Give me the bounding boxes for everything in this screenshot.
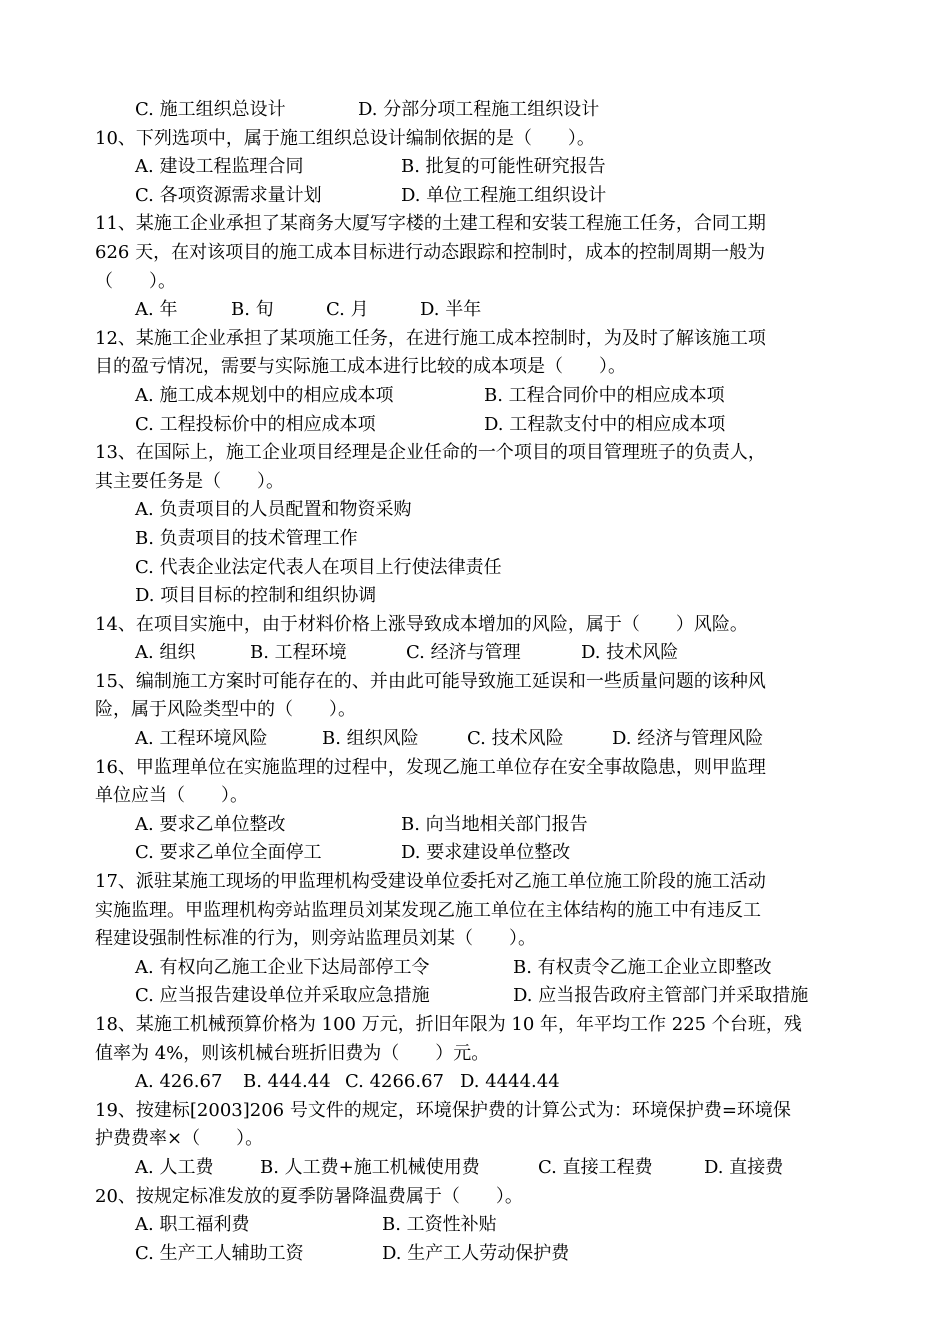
option-b: B. 负责项目的技术管理工作	[135, 527, 358, 549]
option-row	[95, 1154, 860, 1183]
option-d: D. 直接费	[704, 1156, 784, 1178]
option-d: D. 分部分项工程施工组织设计	[358, 99, 600, 120]
option-row	[95, 811, 860, 840]
question-stem-line: 护费费率×（ ）。	[95, 1128, 264, 1150]
option-c: C. 各项资源需求量计划	[135, 184, 322, 206]
option-d: D. 半年	[420, 299, 482, 321]
option-row	[95, 982, 860, 1011]
option-row	[95, 182, 860, 211]
option-b: B. 444.44	[243, 1071, 331, 1093]
option-d: D. 4444.44	[460, 1071, 560, 1093]
option-row	[95, 1240, 860, 1269]
option-d: D. 生产工人劳动保护费	[382, 1242, 570, 1264]
option-b: B. 工程环境	[250, 642, 347, 664]
option-row	[95, 839, 860, 868]
question-stem-line: 目的盈亏情况，需要与实际施工成本进行比较的成本项是（ ）。	[95, 356, 626, 378]
option-row	[95, 639, 860, 668]
option-b: B. 工资性补贴	[382, 1214, 497, 1236]
option-a: A. 建设工程监理合同	[135, 156, 304, 178]
option-row	[95, 496, 860, 525]
option-c: C. 技术风险	[467, 728, 564, 750]
option-a: A. 组织	[135, 642, 196, 664]
option-b: B. 向当地相关部门报告	[401, 813, 588, 835]
option-row	[95, 1211, 860, 1240]
question-stem-line: 值率为 4%，则该机械台班折旧费为（ ）元。	[95, 1042, 490, 1064]
question-stem-line: 程建设强制性标准的行为，则旁站监理员刘某（ ）。	[95, 928, 536, 950]
option-d: D. 单位工程施工组织设计	[401, 184, 607, 206]
question-stem-line: 13、在国际上，施工企业项目经理是企业任命的一个项目的项目管理班子的负责人，	[95, 442, 766, 464]
option-c: C. 代表企业法定代表人在项目上行使法律责任	[135, 556, 502, 578]
question-stem-line: 11、某施工企业承担了某商务大厦写字楼的土建工程和安装工程施工任务，合同工期	[95, 213, 766, 235]
option-b: B. 旬	[231, 299, 274, 321]
option-c: C. 施工组织总设计	[135, 99, 286, 120]
option-b: B. 人工费+施工机械使用费	[260, 1156, 480, 1178]
option-d: D. 要求建设单位整改	[401, 842, 571, 864]
option-d: D. 工程款支付中的相应成本项	[484, 413, 726, 435]
option-d: D. 应当报告政府主管部门并采取措施	[513, 985, 809, 1007]
question-stem: 10、下列选项中，属于施工组织总设计编制依据的是（ ）。	[95, 127, 595, 149]
option-d: D. 项目目标的控制和组织协调	[135, 585, 377, 607]
option-d: D. 技术风险	[581, 642, 679, 664]
option-c: C. 要求乙单位全面停工	[135, 842, 322, 864]
option-a: A. 年	[135, 299, 178, 321]
option-row	[95, 525, 860, 554]
option-row	[95, 954, 860, 983]
option-row	[95, 582, 860, 611]
question-stem-line: 14、在项目实施中，由于材料价格上涨导致成本增加的风险，属于（ ）风险。	[95, 613, 748, 635]
question-stem-line: 20、按规定标准发放的夏季防暑降温费属于（ ）。	[95, 1185, 523, 1207]
option-c: C. 应当报告建设单位并采取应急措施	[135, 985, 430, 1007]
question-stem-line: 实施监理。甲监理机构旁站监理员刘某发现乙施工单位在主体结构的施工中有违反工	[95, 899, 761, 921]
question-stem-line: 其主要任务是（ ）。	[95, 470, 284, 492]
option-row	[95, 153, 860, 182]
option-row	[95, 382, 860, 411]
option-a: A. 施工成本规划中的相应成本项	[135, 384, 394, 406]
question-stem-line: 险，属于风险类型中的（ ）。	[95, 699, 356, 721]
option-a: A. 要求乙单位整改	[135, 813, 286, 835]
option-a: A. 职工福利费	[135, 1214, 250, 1236]
option-b: B. 工程合同价中的相应成本项	[484, 384, 725, 406]
option-c: C. 经济与管理	[406, 642, 521, 664]
option-a: A. 工程环境风险	[135, 728, 268, 750]
question-stem-line: 16、甲监理单位在实施监理的过程中，发现乙施工单位存在安全事故隐患，则甲监理	[95, 756, 766, 778]
question-stem-line: 17、派驻某施工现场的甲监理机构受建设单位委托对乙施工单位施工阶段的施工活动	[95, 871, 766, 893]
option-a: A. 有权向乙施工企业下达局部停工令	[135, 956, 430, 978]
option-c: C. 生产工人辅助工资	[135, 1242, 304, 1264]
option-a: A. 人工费	[135, 1156, 214, 1178]
option-row	[95, 96, 860, 125]
option-c: C. 工程投标价中的相应成本项	[135, 413, 376, 435]
question-list	[95, 96, 860, 1268]
option-c: C. 月	[326, 299, 369, 321]
option-row	[95, 411, 860, 440]
option-c: C. 4266.67	[345, 1071, 445, 1093]
option-b: B. 有权责令乙施工企业立即整改	[513, 956, 772, 978]
option-a: A. 426.67	[135, 1071, 223, 1093]
option-c: C. 直接工程费	[538, 1156, 653, 1178]
option-row	[95, 1068, 860, 1097]
option-b: B. 批复的可能性研究报告	[401, 156, 606, 178]
question-stem-line: （ ）。	[95, 270, 176, 292]
question-stem-line: 19、按建标[2003]206 号文件的规定，环境保护费的计算公式为：环境保护费=环境保	[95, 1099, 791, 1121]
option-d: D. 经济与管理风险	[612, 728, 764, 750]
option-a: A. 负责项目的人员配置和物资采购	[135, 499, 412, 521]
option-b: B. 组织风险	[322, 728, 419, 750]
question-stem-line: 626 天，在对该项目的施工成本目标进行动态跟踪和控制时，成本的控制周期一般为	[95, 241, 766, 263]
option-row	[95, 296, 860, 325]
question-stem-line: 15、编制施工方案时可能存在的、并由此可能导致施工延误和一些质量问题的该种风	[95, 670, 766, 692]
question-stem-line: 12、某施工企业承担了某项施工任务，在进行施工成本控制时，为及时了解该施工项	[95, 327, 766, 349]
question-stem-line: 单位应当（ ）。	[95, 785, 248, 807]
option-row	[95, 725, 860, 754]
question-stem-line: 18、某施工机械预算价格为 100 万元，折旧年限为 10 年，年平均工作 225 个台班，残	[95, 1014, 802, 1035]
option-row	[95, 554, 860, 583]
